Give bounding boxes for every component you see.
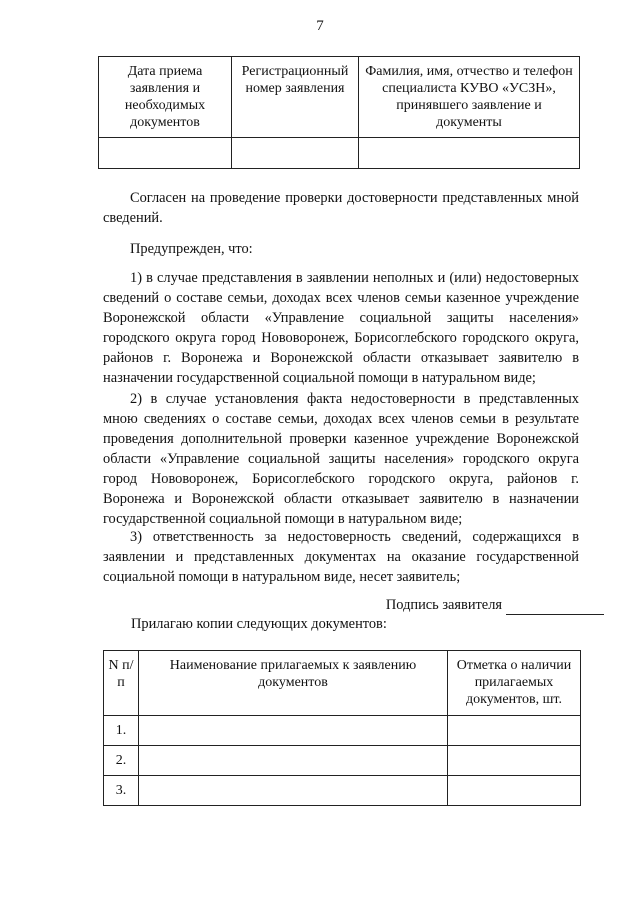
table-row <box>104 776 581 806</box>
attached-documents-table <box>103 650 581 806</box>
document-mark-cell[interactable] <box>448 746 581 776</box>
receipt-date-cell[interactable] <box>99 138 232 169</box>
table-header-row <box>104 651 581 716</box>
applicant-signature <box>386 595 604 615</box>
signature-line[interactable] <box>506 600 604 615</box>
row-number: 3. <box>104 776 139 806</box>
table-row <box>99 138 580 169</box>
row-number: 1. <box>104 716 139 746</box>
registration-number-cell[interactable] <box>232 138 359 169</box>
header-document-name: Наименование прилагаемых к заявлению документов <box>139 651 448 716</box>
specialist-name-cell[interactable] <box>359 138 580 169</box>
attachments-intro: Прилагаю копии следующих документов: <box>131 616 387 632</box>
signature-label: Подпись заявителя <box>385 597 502 613</box>
header-row-number: N п/п <box>104 651 139 716</box>
application-registration-table <box>98 56 580 169</box>
header-registration-number: Регистрационный номер заявления <box>232 57 359 138</box>
warning-item-3: 3) ответственность за недостоверность сведений, содержащихся в заявлении и представленных документах на оказание государственной социальной помощи в натуральном виде, несет заявитель; <box>103 529 579 585</box>
warning-intro: Предупрежден, что: <box>130 241 253 257</box>
header-document-mark: Отметка о наличии прилагаемых документов, шт. <box>448 651 581 716</box>
header-receipt-date: Дата приема заявления и необходимых документов <box>99 57 232 138</box>
header-specialist-name: Фамилия, имя, отчество и телефон специалиста КУВО «УСЗН», принявшего заявление и документы <box>359 57 580 138</box>
document-mark-cell[interactable] <box>448 776 581 806</box>
warning-item-2: 2) в случае установления факта недостоверности в представленных мною сведениях о составе семьи, доходах всех членов семьи в результате проведения дополнительной проверки казенное учреждение Воронежской области «Управление социальной защиты населения» городского округа город Нововоронеж, Борисоглебского городского округа, районов г. Воронежа и Воронежской области отказывает заявителю в назначении государственной социальной помощи в натуральном виде; <box>103 391 579 527</box>
document-mark-cell[interactable] <box>448 716 581 746</box>
warning-item-1: 1) в случае представления в заявлении неполных и (или) недостоверных сведений о составе семьи, доходах всех членов семьи казенное учреждение Воронежской области «Управление социальной защиты населения» городского округа город Нововоронеж, Борисоглебского городского округа, районов г. Воронежа и Воронежской области отказывает заявителю в назначении государственной социальной помощи в натуральном виде; <box>103 270 579 386</box>
table-row <box>104 716 581 746</box>
document-name-cell[interactable] <box>139 716 448 746</box>
row-number: 2. <box>104 746 139 776</box>
consent-statement: Согласен на проведение проверки достоверности представленных мной сведений. <box>103 190 579 226</box>
page-number: 7 <box>316 18 324 34</box>
document-name-cell[interactable] <box>139 746 448 776</box>
table-row <box>104 746 581 776</box>
document-name-cell[interactable] <box>139 776 448 806</box>
table-header-row <box>99 57 580 138</box>
